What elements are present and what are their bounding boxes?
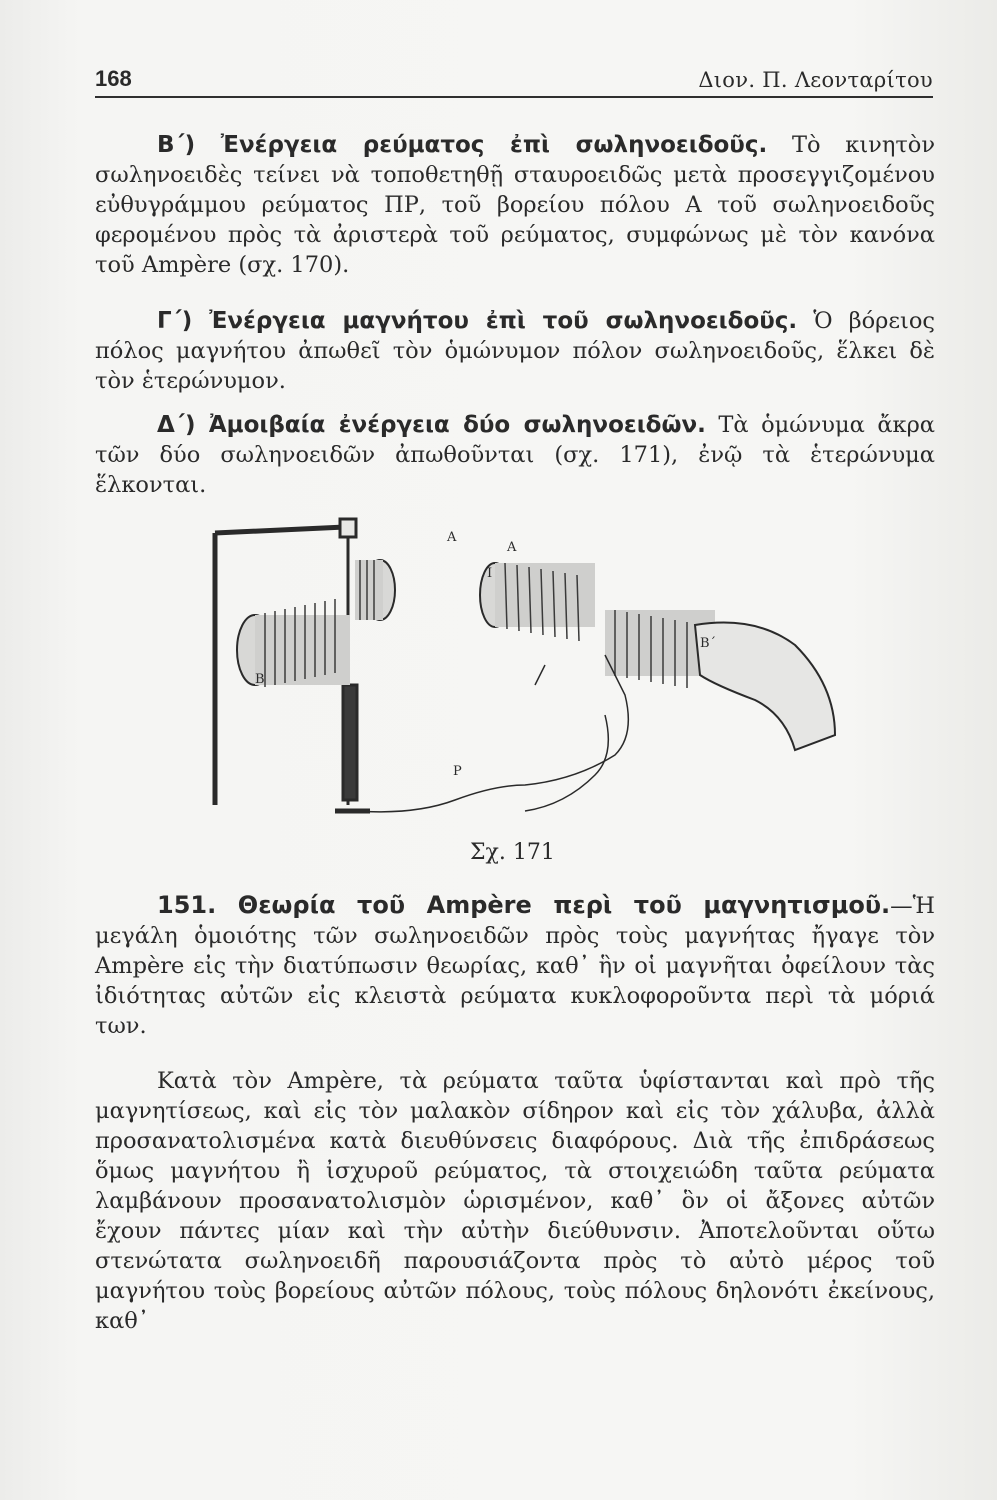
right-solenoid <box>480 563 715 688</box>
paragraph-b-text: Τὸ κινητὸν σωληνοειδὲς τείνει νὰ τοποθετηθῇ σταυροειδῶς μετὰ προσεγγιζομένου εὐθυγράμμου ρεύματος ΠΡ, τοῦ βορείου πόλου Α τοῦ σωληνοειδοῦς φερομένου πρὸς τὰ ἀριστερὰ τοῦ ρεύματος, συμφώνως μὲ τὸν κανόνα τοῦ Ampère (σχ. 170). <box>95 132 935 278</box>
left-solenoid <box>237 560 395 687</box>
section-151-text: —Ἡ μεγάλη ὁμοιότης τῶν σωληνοειδῶν πρὸς τοὺς μαγνήτας ἤγαγε τὸν Ampère εἰς τὴν διατύπωσιν θεωρίας, καθ᾽ ἣν οἱ μαγνῆται ὀφείλουν τὰς ἰδιότητας αὐτῶν εἰς κλειστὰ ρεύματα κυκλοφοροῦντα περὶ τὰ μόριά των. <box>95 893 935 1039</box>
label-a-right: Α <box>507 540 517 555</box>
paragraph-d-text: Τὰ ὁμώνυμα ἄκρα τῶν δύο σωληνοειδῶν ἀπωθοῦνται (σχ. 171), ἐνῷ τὰ ἑτερώνυμα ἕλκονται. <box>95 412 935 498</box>
paragraph-b <box>95 130 935 280</box>
paragraph-c-text: Ὁ βόρειος πόλος μαγνήτου ἀπωθεῖ τὸν ὁμώνυμον πόλον σωληνοειδοῦς, ἕλκει δὲ τὸν ἑτερώνυμον. <box>95 308 935 394</box>
label-b-left: Β <box>255 672 265 687</box>
paragraph-c <box>95 306 935 396</box>
paragraph-b-heading: Β΄) Ἐνέργεια ρεύματος ἐπὶ σωληνοειδοῦς. <box>157 132 768 158</box>
paragraph-d <box>95 410 935 500</box>
label-b-right: Β΄ <box>700 636 717 651</box>
figure-171-solenoids <box>195 515 855 825</box>
running-head: Διον. Π. Λεονταρίτου <box>698 68 933 92</box>
section-151 <box>95 890 935 1041</box>
label-a-left: Α <box>447 530 457 545</box>
figure-caption: Σχ. 171 <box>470 840 555 865</box>
page-number: 168 <box>95 66 132 91</box>
label-p: Ρ <box>453 764 462 779</box>
page-header <box>95 62 933 98</box>
section-151-title: 151. Θεωρία τοῦ Ampère περὶ τοῦ μαγνητισμοῦ. <box>157 891 891 919</box>
paragraph-c-heading: Γ΄) Ἐνέργεια μαγνήτου ἐπὶ τοῦ σωληνοειδοῦς. <box>157 308 798 334</box>
paragraph-d-heading: Δ΄) Ἀμοιβαία ἐνέργεια δύο σωληνοειδῶν. <box>157 412 706 438</box>
label-i: Ι <box>487 566 493 581</box>
section-151-paragraph-2: Κατὰ τὸν Ampère, τὰ ρεύματα ταῦτα ὑφίστανται καὶ πρὸ τῆς μαγνητίσεως, καὶ εἰς τὸν μαλακὸν σίδηρον καὶ εἰς τὸν χάλυβα, ἀλλὰ προσανατολισμένα κατὰ διευθύνσεις διαφόρους. Διὰ τῆς ἐπιδράσεως ὅμως μαγνήτου ἢ ἰσχυροῦ ρεύματος, τὰ στοιχειώδη ταῦτα ρεύματα λαμβάνουν προσανατολισμὸν ὡρισμένον, καθ᾽ ὃν οἱ ἄξονες αὐτῶν ἔχουν πάντες μίαν καὶ τὴν αὐτὴν διεύθυνσιν. Ἀποτελοῦνται οὕτω στενώτατα σωληνοειδῆ παρουσιάζοντα πρὸς τὸ αὐτὸ μέρος τοῦ μαγνήτου τοὺς βορείους αὐτῶν πόλους, τοὺς πόλους δηλονότι ἐκείνους, καθ᾽ <box>95 1068 935 1334</box>
